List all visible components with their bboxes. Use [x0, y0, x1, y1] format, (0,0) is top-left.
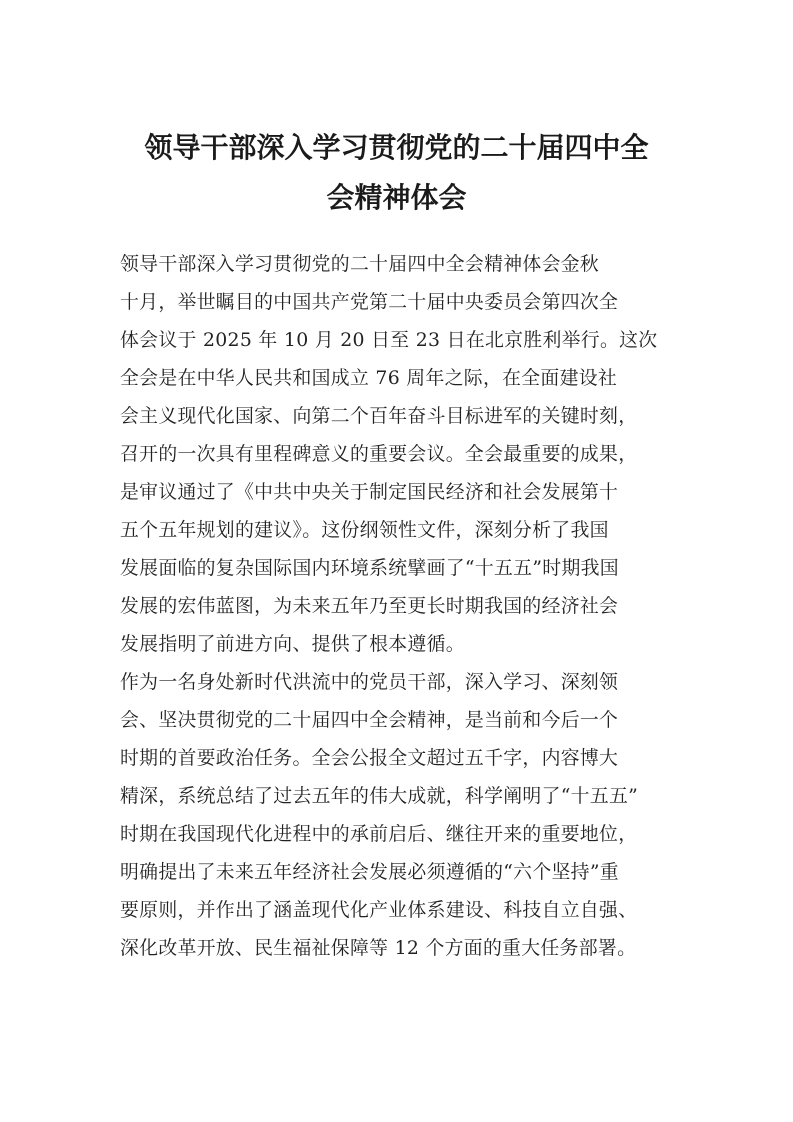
body-line: 明确提出了未来五年经济社会发展必须遵循的“六个坚持”重 [120, 861, 619, 883]
document-title-line-2: 会精神体会 [326, 181, 467, 214]
body-line: 领导干部深入学习贯彻党的二十届四中全会精神体会金秋 [120, 253, 600, 275]
body-line: 发展的宏伟蓝图，为未来五年乃至更长时期我国的经济社会 [120, 595, 619, 617]
body-line: 会主义现代化国家、向第二个百年奋斗目标进军的关键时刻， [120, 405, 638, 427]
body-line: 发展指明了前进方向、提供了根本遵循。 [120, 633, 465, 655]
body-line: 体会议于 2025 年 10 月 20 日至 23 日在北京胜利举行。这次 [120, 329, 658, 351]
body-line: 召开的一次具有里程碑意义的重要会议。全会最重要的成果， [120, 443, 638, 465]
body-line: 十月，举世瞩目的中国共产党第二十届中央委员会第四次全 [120, 291, 619, 313]
body-line: 是审议通过了《中共中央关于制定国民经济和社会发展第十 [120, 481, 619, 503]
body-line: 时期在我国现代化进程中的承前启后、继往开来的重要地位， [120, 823, 638, 845]
body-line: 发展面临的复杂国际国内环境系统擘画了“十五五”时期我国 [120, 557, 619, 579]
body-line: 会、坚决贯彻党的二十届四中全会精神，是当前和今后一个 [120, 709, 619, 731]
document-title-line-1: 领导干部深入学习贯彻党的二十届四中全 [144, 131, 649, 164]
body-line: 作为一名身处新时代洪流中的党员干部，深入学习、深刻领 [120, 671, 619, 693]
body-line: 精深，系统总结了过去五年的伟大成就，科学阐明了“十五五” [120, 785, 639, 807]
body-line: 要原则，并作出了涵盖现代化产业体系建设、科技自立自强、 [120, 899, 638, 921]
body-line: 时期的首要政治任务。全会公报全文超过五千字，内容博大 [120, 747, 619, 769]
body-line: 全会是在中华人民共和国成立 76 周年之际，在全面建设社 [120, 367, 618, 389]
body-line: 深化改革开放、民生福祉保障等 12 个方面的重大任务部署。 [120, 937, 637, 959]
body-line: 五个五年规划的建议》。这份纲领性文件，深刻分析了我国 [120, 519, 609, 541]
